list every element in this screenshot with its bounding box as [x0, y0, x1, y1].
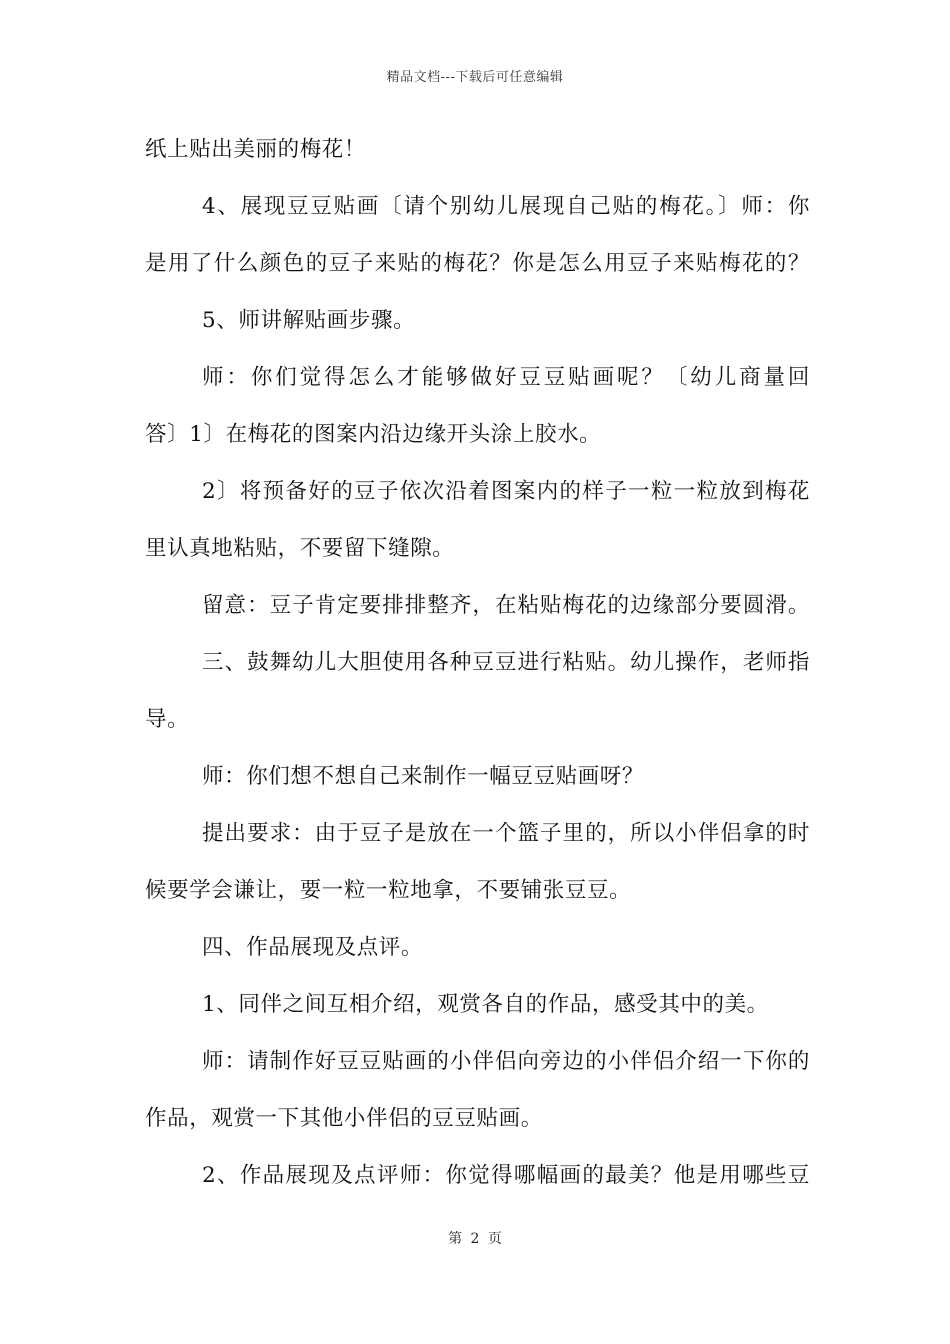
- text-line: 师：你们想不想自己来制作一幅豆豆贴画呀？: [202, 764, 645, 789]
- text-line: 四、作品展现及点评。: [202, 935, 424, 960]
- page-header: 精品文档---下载后可任意编辑: [386, 70, 564, 85]
- text-line: 师：请制作好豆豆贴画的小伴侣向旁边的小伴侣介绍一下你的: [202, 1049, 810, 1074]
- text-line: 5、师讲解贴画步骤。: [202, 308, 416, 333]
- text-line: 答〕1〕在梅花的图案内沿边缘开头涂上胶水。: [145, 422, 602, 447]
- text-line: 导。: [145, 707, 190, 732]
- text-line: 2、作品展现及点评师：你觉得哪幅画的最美？他是用哪些豆: [202, 1163, 810, 1188]
- text-line: 候要学会谦让，要一粒一粒地拿，不要铺张豆豆。: [145, 878, 632, 903]
- text-line: 提出要求：由于豆子是放在一个篮子里的，所以小伴侣拿的时: [202, 821, 810, 846]
- text-line: 1、同伴之间互相介绍，观赏各自的作品，感受其中的美。: [202, 992, 769, 1017]
- text-line: 4、展现豆豆贴画〔请个别幼儿展现自己贴的梅花。〕师：你: [202, 194, 810, 219]
- text-line: 师：你们觉得怎么才能够做好豆豆贴画呢？〔幼儿商量回: [202, 365, 810, 390]
- text-line: 是用了什么颜色的豆子来贴的梅花？你是怎么用豆子来贴梅花的？: [145, 251, 810, 276]
- text-line: 三、鼓舞幼儿大胆使用各种豆豆进行粘贴。幼儿操作，老师指: [202, 650, 810, 675]
- page-number: 第 2 页: [448, 1231, 502, 1247]
- text-line: 留意：豆子肯定要排排整齐，在粘贴梅花的边缘部分要圆滑。: [202, 593, 810, 618]
- text-line: 里认真地粘贴，不要留下缝隙。: [145, 536, 455, 561]
- text-line: 纸上贴出美丽的梅花！: [145, 137, 367, 162]
- body-text: [145, 130, 810, 1213]
- text-line: 2〕将预备好的豆子依次沿着图案内的样子一粒一粒放到梅花: [202, 479, 810, 504]
- text-line: 作品，观赏一下其他小伴侣的豆豆贴画。: [145, 1106, 543, 1131]
